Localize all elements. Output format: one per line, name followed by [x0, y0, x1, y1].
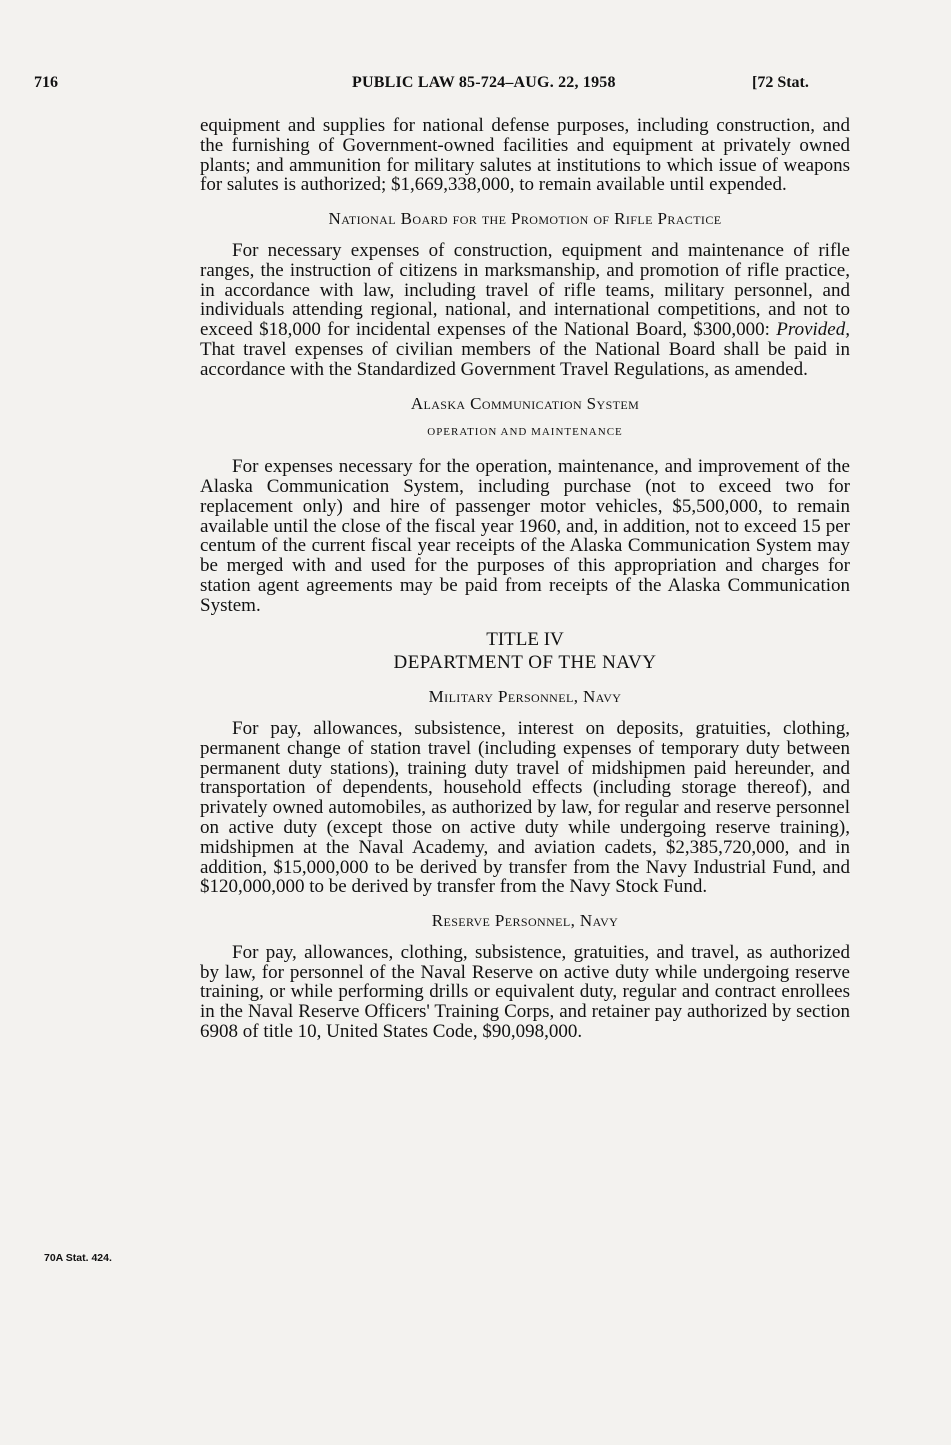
subsection-heading-operation: OPERATION AND MAINTENANCE: [427, 426, 623, 439]
statute-reference: [72 Stat.: [752, 74, 809, 91]
paragraph-alaska: For expenses necessary for the operation, maintenance, and improvement of the Alaska Communication System, including purchase (not to exceed two for replacement only) and hire of passenger motor vehicles, $5,500,000, to remain available until the close of the fiscal year 1960, and, in addition, not to exceed 15 per centum of the current fiscal year receipts of the Alaska Communication System may be merged with and used for the purposes of this appropriation and charges for station agent agreements may be paid from receipts of the Alaska Communication System.: [200, 456, 850, 616]
section-heading-military-personnel: Military Personnel, Navy: [428, 687, 622, 707]
paragraph-military-personnel: For pay, allowances, subsistence, interest on deposits, gratuities, clothing, permanent change of station travel (including expenses of temporary duty between permanent duty stations), training duty travel of midshipmen paid hereunder, and transportation of dependents, household effects (including storage thereof), and privately owned automobiles, as authorized by law, for regular and reserve personnel on active duty (except those on active duty while undergoing reserve training), midshipmen at the Naval Academy, and aviation cadets, $2,385,720,000, and in addition, $15,000,000 to be derived by transfer from the Navy Industrial Fund, and $120,000,000 to be derived by transfer from the Navy Stock Fund.: [200, 717, 850, 898]
rifle-text-b: That travel expenses of civilian members of the National Board shall be paid in accordance with the Standardized Government Travel Regulations, as amended.: [200, 338, 850, 380]
page-number: 716: [34, 74, 58, 91]
margin-citation: 70A Stat. 424.: [44, 1252, 112, 1264]
section-heading-alaska: Alaska Communication System: [410, 393, 640, 413]
provided-keyword: Provided,: [776, 319, 850, 341]
department-heading: DEPARTMENT OF THE NAVY: [393, 652, 657, 674]
body-column: [200, 116, 850, 1042]
paragraph-reserve-personnel: For pay, allowances, clothing, subsistence, gratuities, and travel, as authorized by law, for personnel of the Naval Reserve on active duty while undergoing reserve training, or while performing drills or equivalent duty, regular and contract enrollees in the Naval Reserve Officers' Training Corps, and retainer pay authorized by section 6908 of title 10, United States Code, $90,098,000.: [200, 941, 850, 1043]
section-heading-reserve-personnel: Reserve Personnel, Navy: [431, 911, 619, 931]
rifle-text-a: For necessary expenses of construction, equipment and maintenance of rifle ranges, the instruction of citizens in marksmanship, and promotion of rifle practice, in accordance with law, including travel of rifle teams, military personnel, and individuals attending regional, national, and international competitions, and not to exceed $18,000 for incidental expenses of the National Board, $300,000:: [200, 239, 850, 341]
paragraph-continued: equipment and supplies for national defense purposes, including construction, and the furnishing of Government-owned facilities and equipment at privately owned plants; and ammunition for military salutes at institutions to which issue of weapons for salutes is authorized; $1,669,338,000, to remain available until expended.: [200, 115, 850, 196]
running-title: PUBLIC LAW 85-724–AUG. 22, 1958: [352, 74, 616, 91]
title-heading: TITLE IV: [486, 628, 564, 650]
paragraph-rifle-practice: [200, 241, 850, 380]
section-heading-rifle-practice: National Board for the Promotion of Rifle Practice: [328, 209, 722, 229]
running-header: [0, 74, 951, 98]
